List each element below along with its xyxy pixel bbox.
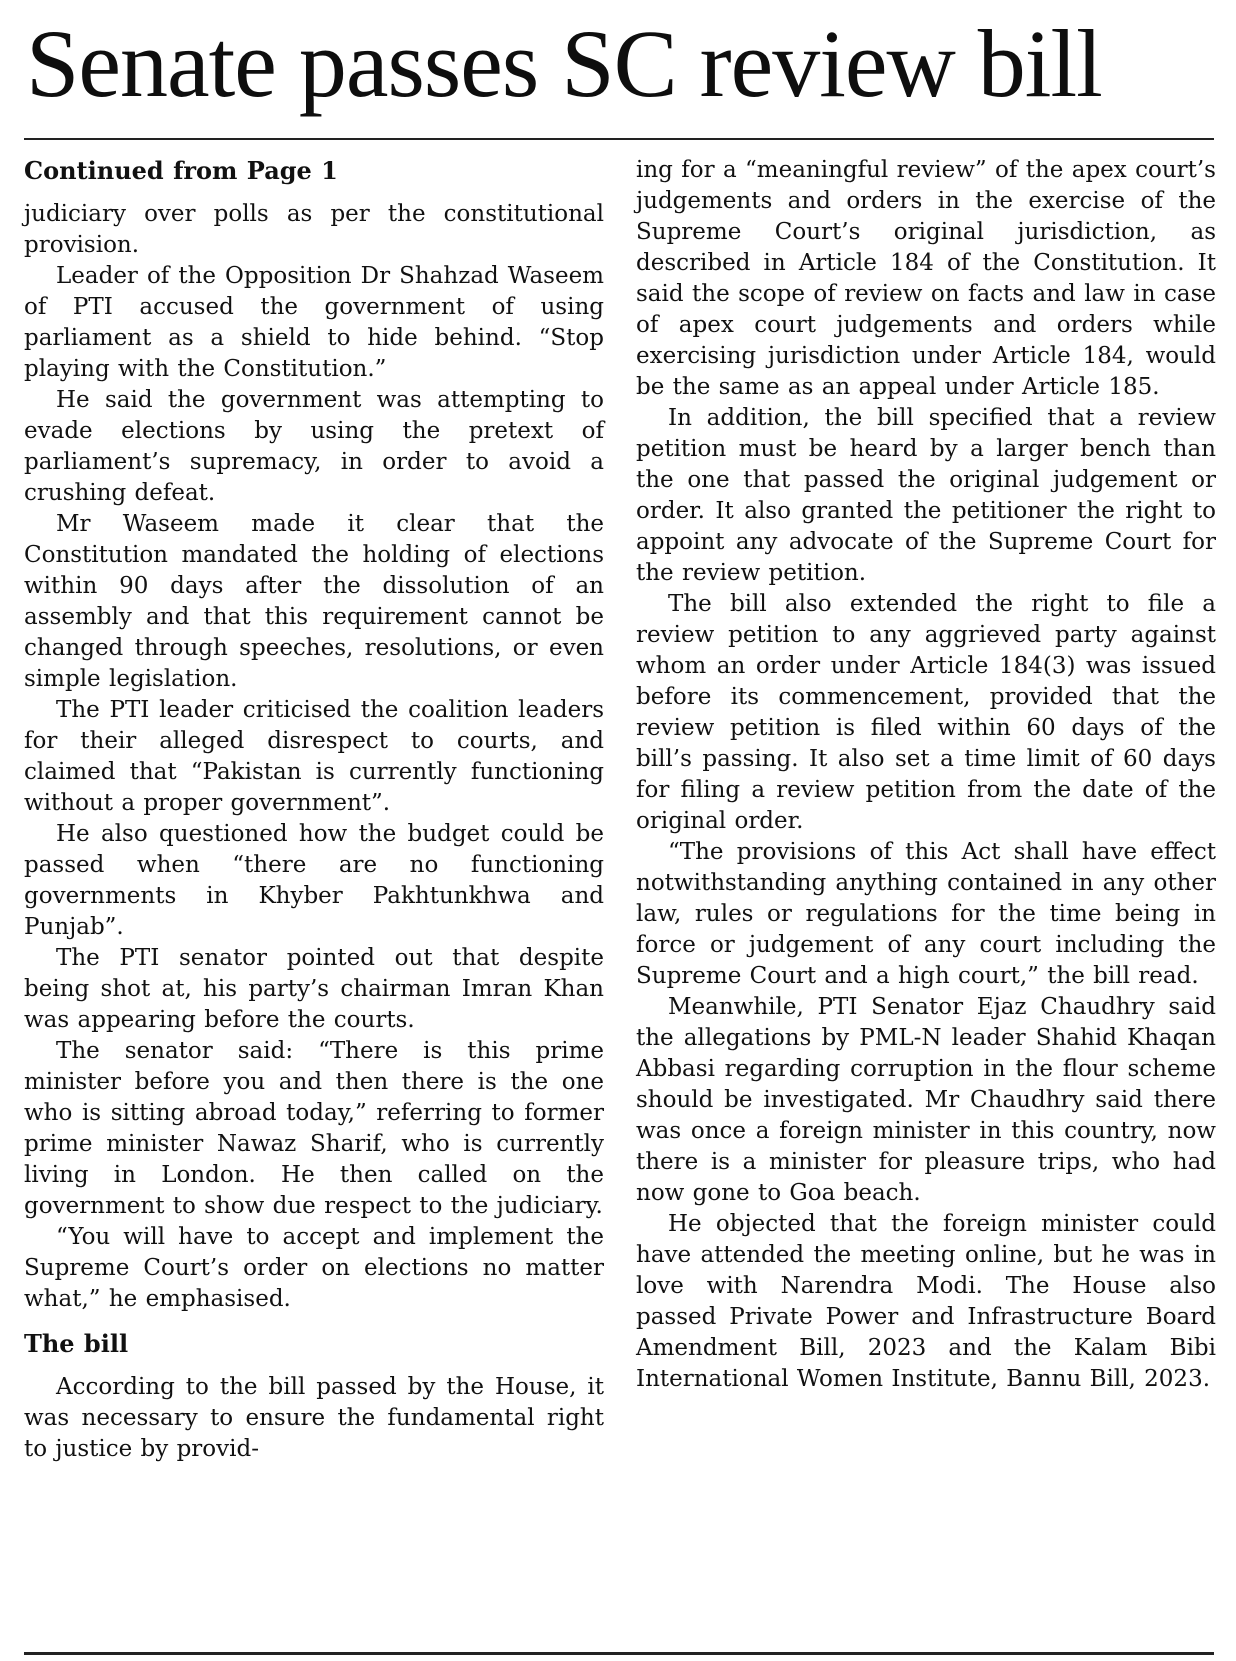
subhead-the-bill: The bill xyxy=(24,1329,129,1358)
paragraph: ing for a “meaningful review” of the apex court’s judgements and orders in the exercise of the Supreme Court’s original jurisdiction, as described in Article 184 of the Constitution. It said the scope of review on facts and law in case of apex court judgements and orders while exercising jurisdiction under Article 184, would be the same as an appeal under Article 185. xyxy=(636,157,1216,400)
left-column xyxy=(24,155,604,1465)
paragraph: “The provisions of this Act shall have effect notwithstanding anything contained in any other law, rules or regulations for the time being in force or judgement of any court including the Supreme Court and a high court,” the bill read. xyxy=(636,839,1216,989)
paragraph: He said the government was attempting to evade elections by using the pretext of parliament’s supremacy, in order to avoid a crushing defeat. xyxy=(24,387,604,506)
paragraph: The bill also extended the right to file a review petition to any aggrieved party against whom an order under Article 184(3) was issued before its commencement, provided that the review petition is filed within 60 days of the bill’s passing. It also set a time limit of 60 days for filing a review petition from the date of the original order. xyxy=(636,591,1216,834)
paragraph: Meanwhile, PTI Senator Ejaz Chaudhry said the allegations by PML-N leader Shahid Khaqan Abbasi regarding corruption in the flour scheme should be investigated. Mr Chaudhry said there was once a foreign minister in this country, now there is a minister for pleasure trips, who had now gone to Goa beach. xyxy=(636,994,1216,1206)
paragraph: He objected that the foreign minister could have attended the meeting online, but he was in love with Narendra Modi. The House also passed Private Power and Infrastructure Board Amendment Bill, 2023 and the Kalam Bibi International Women Institute, Bannu Bill, 2023. xyxy=(636,1211,1216,1392)
headline-rule xyxy=(24,138,1214,140)
headline: Senate passes SC review bill xyxy=(26,10,1102,117)
paragraph: In addition, the bill specified that a review petition must be heard by a larger bench than the one that passed the original judgement or order. It also granted the petitioner the right to appoint any advocate of the Supreme Court for the review petition. xyxy=(636,405,1216,586)
paragraph: judiciary over polls as per the constitutional provision. xyxy=(24,201,604,258)
paragraph: According to the bill passed by the House, it was necessary to ensure the fundamental right to justice by provid- xyxy=(24,1374,604,1462)
paragraph: The PTI senator pointed out that despite being shot at, his party’s chairman Imran Khan was appearing before the courts. xyxy=(24,945,604,1033)
continued-label: Continued from Page 1 xyxy=(24,156,338,185)
paragraph: Mr Waseem made it clear that the Constitution mandated the holding of elections within 90 days after the dissolution of an assembly and that this requirement cannot be changed through speeches, resolutions, or even simple legislation. xyxy=(24,511,604,692)
paragraph: The PTI leader criticised the coalition leaders for their alleged disrespect to courts, and claimed that “Pakistan is currently functioning without a proper government”. xyxy=(24,697,604,816)
bottom-rule xyxy=(24,1652,1214,1655)
right-column xyxy=(636,155,1216,1395)
paragraph: He also questioned how the budget could be passed when “there are no functioning governments in Khyber Pakhtunkhwa and Punjab”. xyxy=(24,821,604,940)
paragraph: “You will have to accept and implement the Supreme Court’s order on elections no matter what,” he emphasised. xyxy=(24,1224,604,1312)
paragraph: The senator said: “There is this prime minister before you and then there is the one who is sitting abroad today,” referring to former prime minister Nawaz Sharif, who is currently living in London. He then called on the government to show due respect to the judiciary. xyxy=(24,1038,604,1219)
paragraph: Leader of the Opposition Dr Shahzad Waseem of PTI accused the government of using parliament as a shield to hide behind. “Stop playing with the Constitution.” xyxy=(24,263,604,382)
